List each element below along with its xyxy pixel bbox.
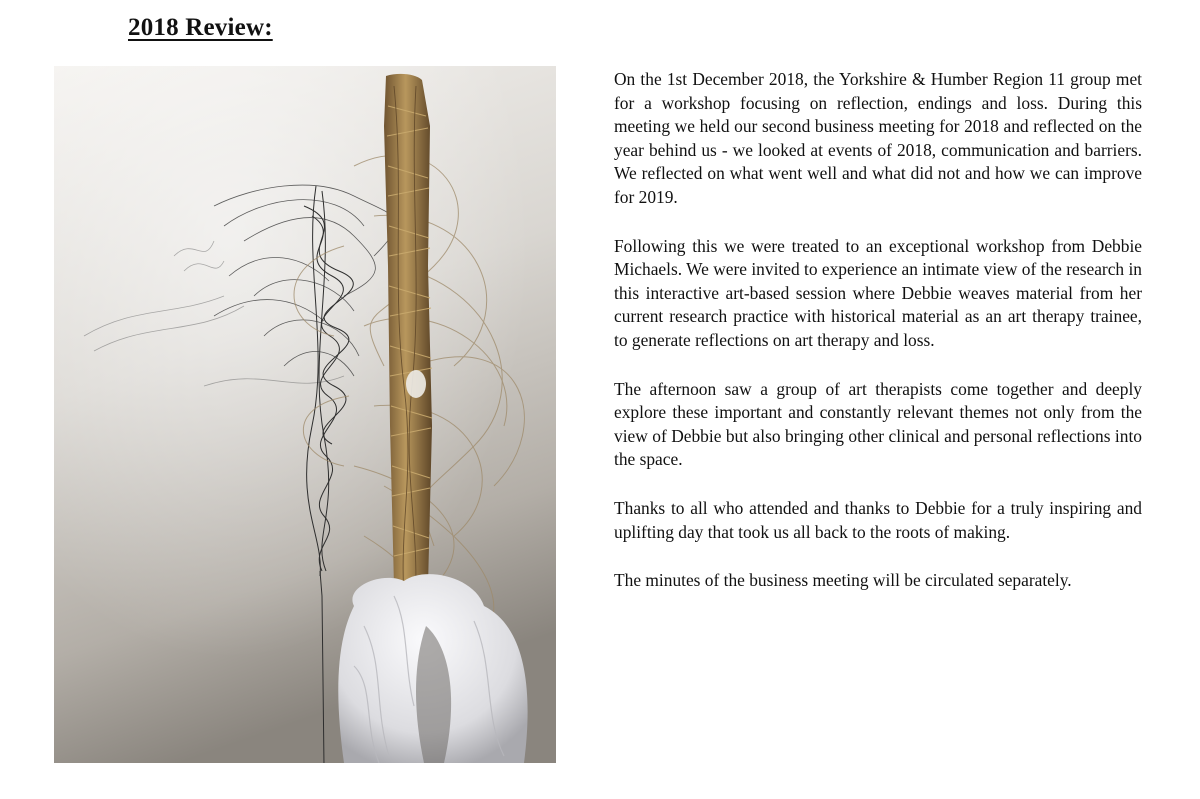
paragraph-review-intro: On the 1st December 2018, the Yorkshire & Humber Region 11 group met for a workshop focusing on reflection, endings and loss. During this meeting we held our second business meeting for 2018 and reflected on the year behind us - we looked at events of 2018, communication and barriers. We reflected on what went well and what did not and how we can improve for 2019. <box>614 69 1142 207</box>
page-title: 2018 Review: <box>128 14 273 41</box>
paragraph-workshop: Following this we were treated to an exceptional workshop from Debbie Michaels. We were invited to experience an intimate view of the research in this interactive art-based session where Debbie weaves material from her current research practice with historical material as an art therapy trainee, to generate reflections on art therapy and loss. <box>614 235 1142 350</box>
paragraph-minutes: The minutes of the business meeting will be circulated separately. <box>614 570 1072 591</box>
artwork-photo <box>54 66 556 763</box>
article-body <box>614 68 1142 618</box>
paragraph-thanks: Thanks to all who attended and thanks to Debbie for a truly inspiring and uplifting day that took us all back to the roots of making. <box>614 497 1142 542</box>
artwork-photo-icon <box>54 66 556 763</box>
paragraph-afternoon: The afternoon saw a group of art therapists come together and deeply explore these important and constantly relevant themes not only from the view of Debbie but also bringing other clinical and personal reflections into the space. <box>614 378 1142 470</box>
